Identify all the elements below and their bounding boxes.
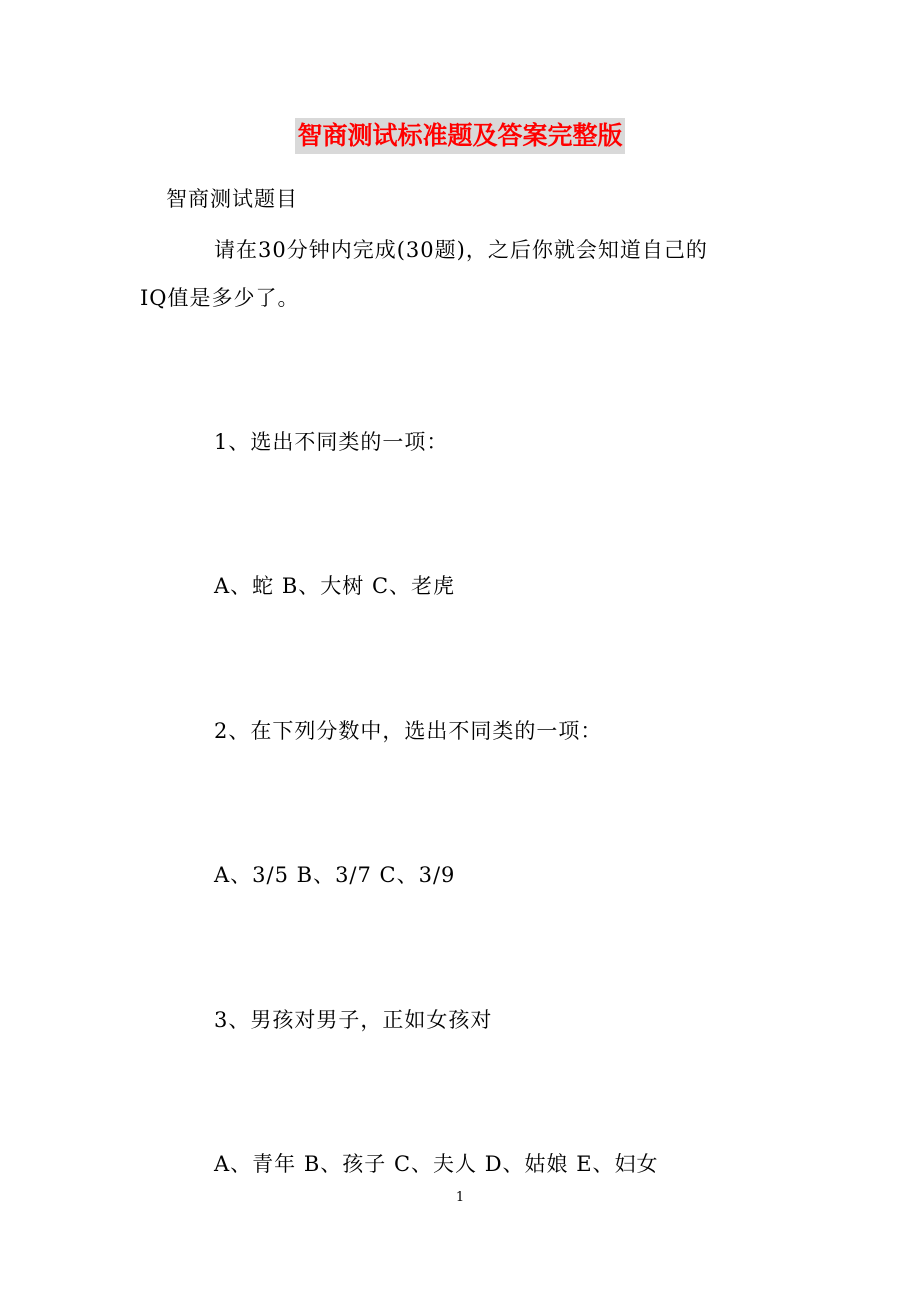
document-title: 智商测试标准题及答案完整版 (295, 118, 624, 154)
question-3-options: A、青年 B、孩子 C、夫人 D、姑娘 E、妇女 (214, 1152, 659, 1176)
section-heading: 智商测试题目 (166, 187, 298, 211)
question-2-stem: 2、在下列分数中，选出不同类的一项： (214, 719, 603, 743)
title-container (0, 118, 920, 154)
question-1-stem: 1、选出不同类的一项： (214, 430, 449, 454)
question-1-options: A、蛇 B、大树 C、老虎 (214, 574, 456, 598)
question-2-options: A、3/5 B、3/7 C、3/9 (214, 863, 456, 887)
question-3-stem: 3、男孩对男子，正如女孩对 (214, 1008, 493, 1032)
intro-paragraph-line-2: IQ值是多少了。 (140, 286, 300, 310)
page-number: 1 (455, 1190, 465, 1205)
intro-paragraph-line-1: 请在30分钟内完成(30题)，之后你就会知道自己的 (214, 238, 708, 262)
